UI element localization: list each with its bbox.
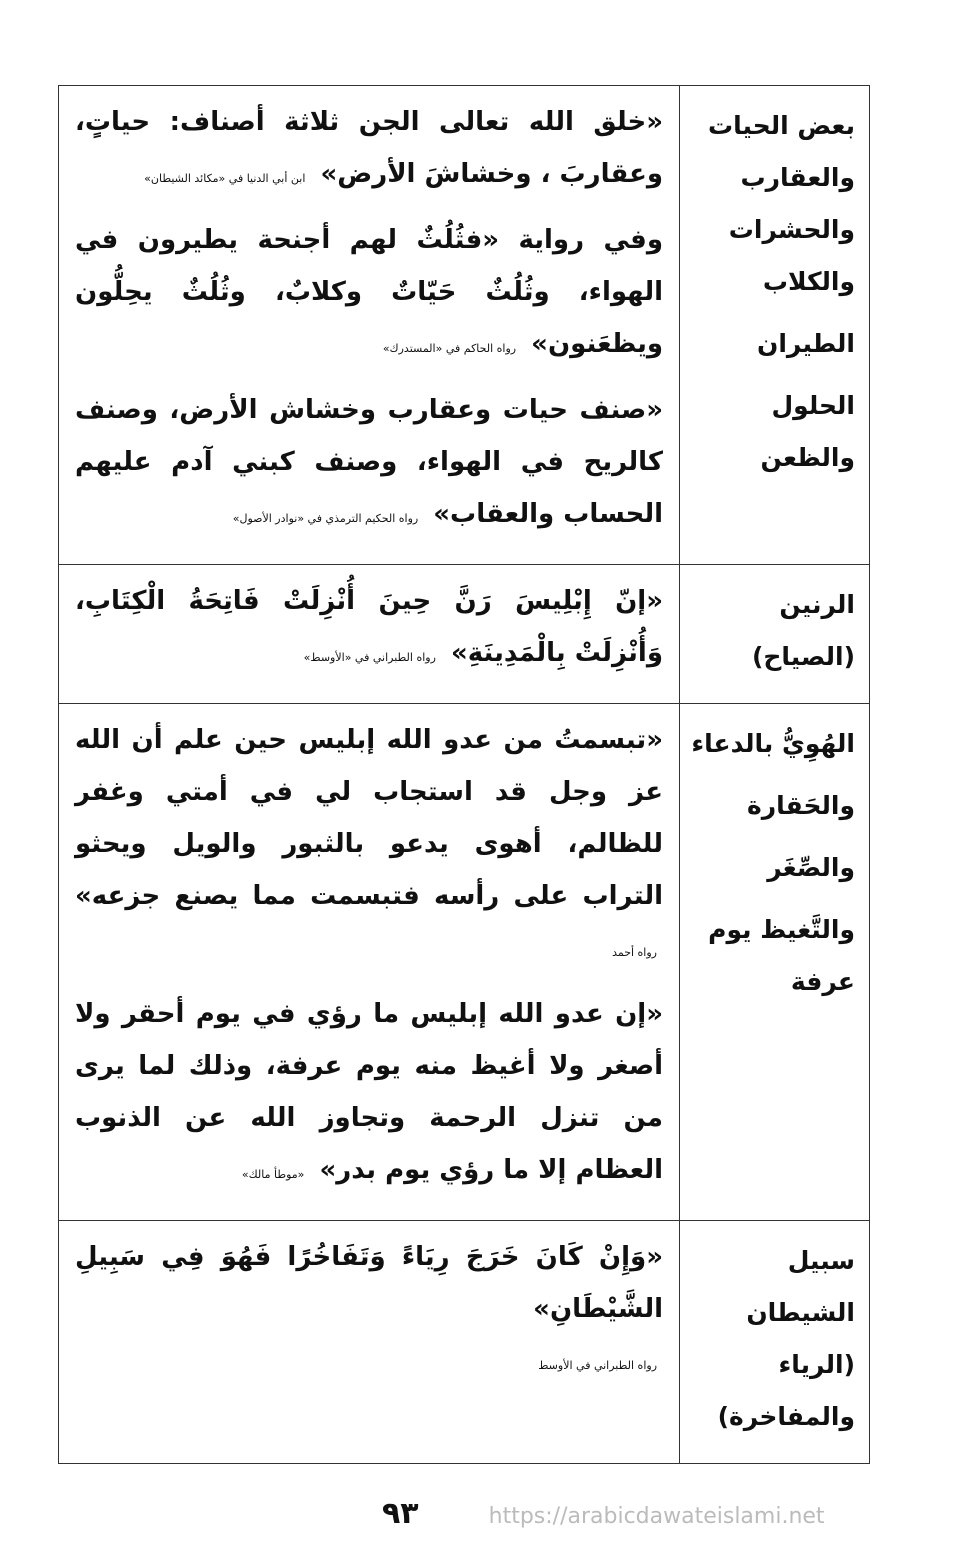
topic-cell [680,565,870,704]
quote: «وَإِنْ كَانَ خَرَجَ رِيَاءً وَتَفَاخُرًا فَهُوَ فِي سَبِيلِ الشَّيْطَانِ» رواه الطبراني في الأوسط [75,1242,663,1372]
quote: «صنف حيات وعقارب وخشاش الأرض، وصنف كالريح في الهواء، وصنف كبني آدم عليهم الحساب والعقاب» رواه الحكيم الترمذي في «نوادر الأصول» [75,395,663,529]
page-number: ٩٣ [382,1496,419,1531]
topic: والصِّغَر [767,853,855,882]
footer [382,1494,966,1534]
table-row [59,1221,870,1464]
topic: الهُوِيُّ بالدعاء [691,729,855,758]
quote: وفي رواية «فثُلُثٌ لهم أجنحة يطيرون في الهواء، وثُلُثٌ حَيّاتٌ وكلابٌ، وثُلُثٌ يحِلُّون ويظعَنون» رواه الحاكم في «المستدرك» [75,225,663,359]
quote: «خلق الله تعالى الجن ثلاثة أصناف: حياتٍ، وعقاربَ ، وخشاشَ الأرض» ابن أبي الدنيا في «مكائد الشيطان» [75,107,663,189]
citation: «موطأ مالك» [241,1168,305,1181]
topic: والتَّغيظ يوم عرفة [708,915,855,996]
citation: رواه أحمد [612,946,657,959]
citation: رواه الحاكم في «المستدرك» [382,342,517,355]
topic: والحَقارة [746,791,855,820]
topic: سبيل الشيطان (الرياء والمفاخرة) [717,1246,855,1431]
topic-cell [680,704,870,1221]
table-row [59,565,870,704]
topic: بعض الحيات والعقارب والحشرات والكلاب [708,111,855,296]
citation: ابن أبي الدنيا في «مكائد الشيطان» [144,172,306,185]
quote: «تبسمتُ من عدو الله إبليس حين علم أن الله عز وجل قد استجاب لي في أمتي وغفر للظالم، أهوى يدعو بالثبور والويل ويحثو التراب على رأسه فتبسمت مما يصنع جزعه» رواه أحمد [75,725,663,959]
topic: الحلول والظعن [760,391,855,472]
citation: رواه الحكيم الترمذي في «نوادر الأصول» [232,512,419,525]
quote-cell [59,565,680,704]
content-table [58,85,870,1464]
citation: رواه الطبراني في الأوسط [538,1359,657,1372]
source-url: https://arabicdawateislami.net [488,1504,825,1529]
citation: رواه الطبراني في «الأوسط» [303,651,436,664]
table-row [59,704,870,1221]
topic-cell [680,1221,870,1464]
topic-cell [680,86,870,565]
quote: «إن عدو الله إبليس ما رؤي في يوم أحقر ولا أصغر ولا أغيظ منه يوم عرفة، وذلك لما يرى من تنزل الرحمة وتجاوز الله عن الذنوب العظام إلا ما رؤي يوم بدر» «موطأ مالك» [75,999,663,1185]
quote-cell [59,86,680,565]
quote-cell [59,704,680,1221]
topic: الرنين (الصياح) [751,590,855,671]
quote: «إنّ إِبْلِيسَ رَنَّ حِينَ أُنْزِلَتْ فَاتِحَةُ الْكِتَابِ، وَأُنْزِلَتْ بِالْمَدِينَةِ» رواه الطبراني في «الأوسط» [75,586,663,668]
quote-cell [59,1221,680,1464]
topic: الطيران [757,329,855,358]
table-row [59,86,870,565]
